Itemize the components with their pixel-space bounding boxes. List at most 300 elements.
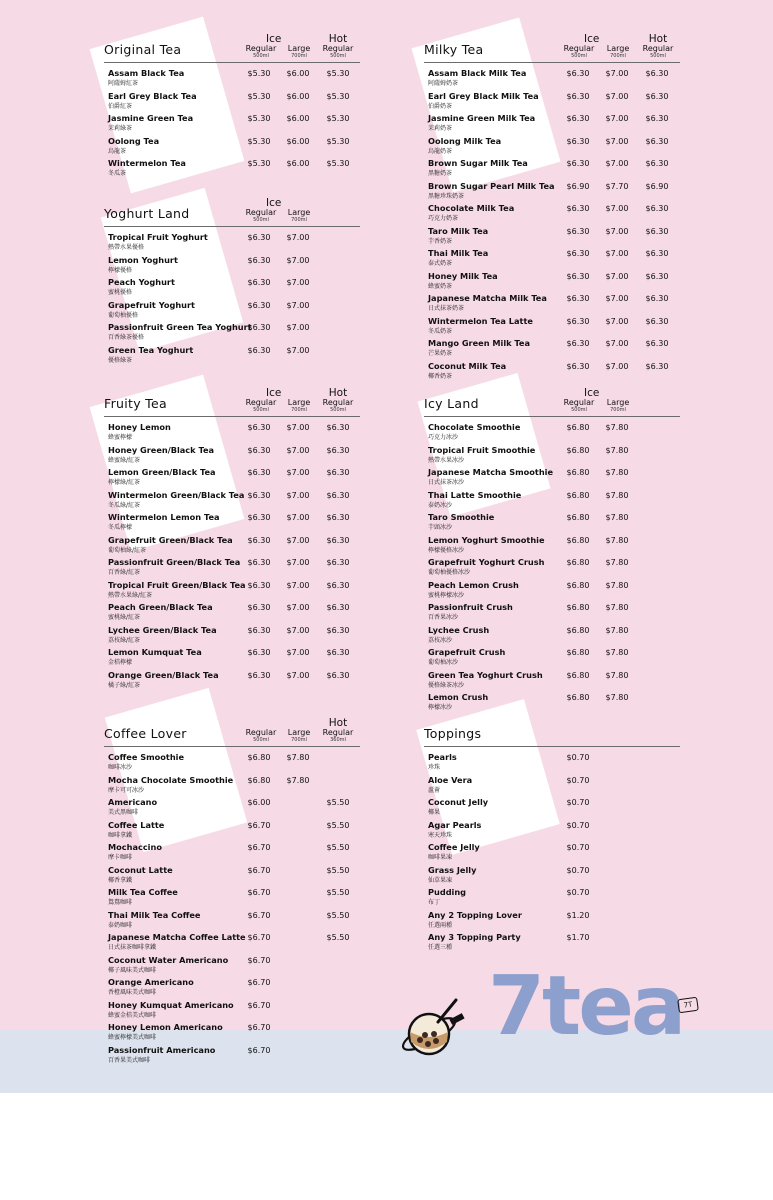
price-large: $7.80 (605, 558, 629, 567)
item-chinese-name: 寒天珍珠 (428, 831, 453, 839)
menu-item-row (104, 466, 360, 489)
item-chinese-name: 百香綠茶優格 (108, 334, 145, 341)
price-large: $7.00 (605, 136, 629, 146)
price-regular: $6.70 (247, 843, 271, 852)
column-header-ice-label: Ice (266, 386, 282, 399)
item-list (424, 421, 680, 714)
menu-item-row (424, 579, 680, 602)
item-chinese-name: 芋香奶茶 (428, 237, 453, 245)
section-yoghurt-land (104, 196, 360, 366)
item-name: Lemon Crush (428, 692, 489, 702)
price-regular: $6.30 (247, 670, 271, 680)
item-name: Passionfruit Americano (108, 1044, 216, 1055)
menu-item-row (424, 157, 680, 180)
column-header-size-label: Large (287, 44, 311, 53)
section-header (424, 716, 680, 747)
price-regular: $6.30 (247, 558, 271, 567)
price-large: $7.00 (286, 625, 310, 635)
price-regular: $6.70 (247, 1045, 271, 1055)
price-hot: $6.30 (326, 423, 350, 432)
column-header-volume: 500ml (253, 407, 269, 413)
menu-item-row (424, 67, 680, 90)
price-regular: $6.80 (566, 558, 590, 567)
item-name: Lychee Crush (428, 624, 490, 635)
menu-item-row (104, 112, 360, 135)
item-name: Thai Milk Tea (428, 248, 489, 258)
price-regular: $5.30 (247, 136, 271, 146)
item-name: Green Tea Yoghurt (108, 344, 194, 355)
column-header-hot-label: Hot (328, 386, 348, 399)
item-chinese-name: 椰子風味美式咖啡 (108, 966, 157, 974)
section-fruity-tea (104, 386, 360, 691)
price-large: $7.00 (286, 513, 310, 522)
price-regular: $6.30 (247, 445, 271, 455)
menu-item-row (424, 796, 680, 819)
price-large: $7.80 (605, 535, 629, 545)
menu-item-row (424, 864, 680, 887)
item-name: Honey Green/Black Tea (108, 444, 215, 455)
item-name: Mocha Chocolate Smoothie (108, 774, 234, 785)
price-hot: $6.90 (645, 181, 669, 191)
item-name: Taro Smoothie (428, 512, 495, 522)
item-chinese-name: 百香綠/紅茶 (108, 569, 141, 576)
item-chinese-name: 檸檬綠/紅茶 (108, 479, 141, 486)
item-chinese-name: 椰香拿鐵 (108, 876, 133, 884)
menu-item-row (104, 511, 360, 534)
price-regular: $6.30 (566, 361, 590, 371)
item-name: Peach Lemon Crush (428, 579, 519, 590)
price-price: $0.70 (566, 798, 590, 807)
item-name: Lemon Kumquat Tea (108, 647, 202, 657)
section-title: Icy Land (424, 396, 479, 411)
column-header-size-label: Regular (245, 208, 277, 217)
menu-item-row (104, 421, 360, 444)
item-chinese-name: 葡萄柚綠/紅茶 (108, 546, 147, 554)
column-header-size-label: Large (287, 728, 311, 737)
menu-item-row (424, 225, 680, 248)
item-chinese-name: 芒果奶茶 (428, 350, 453, 357)
price-price: $0.70 (566, 865, 590, 875)
item-chinese-name: 檸檬優格 (108, 266, 133, 274)
item-name: Milk Tea Coffee (108, 887, 178, 897)
item-chinese-name: 咖啡果凍 (428, 854, 453, 861)
price-regular: $6.80 (566, 625, 590, 635)
price-hot: $5.50 (326, 843, 350, 852)
column-header-large (279, 729, 319, 743)
column-header-size-label: Large (606, 398, 630, 407)
item-name: Orange Green/Black Tea (108, 669, 219, 680)
menu-item-row (424, 819, 680, 842)
item-chinese-name: 茉莉奶茶 (428, 125, 453, 132)
column-header-ice-regular (241, 198, 281, 224)
item-chinese-name: 檸檬優格冰沙 (428, 546, 465, 554)
price-hot: $5.50 (326, 910, 350, 920)
item-name: Pearls (428, 752, 457, 762)
item-chinese-name: 蜜桃綠/紅茶 (108, 614, 141, 621)
menu-item-row (424, 931, 680, 954)
price-regular: $6.30 (247, 423, 271, 432)
price-regular: $6.80 (566, 670, 590, 680)
item-name: Grapefruit Yoghurt Crush (428, 557, 545, 567)
column-header-ice-large (279, 45, 319, 59)
item-name: Coconut Latte (108, 864, 173, 875)
item-name: Assam Black Tea (108, 68, 185, 78)
price-large: $7.00 (286, 345, 310, 355)
price-regular: $6.80 (247, 775, 271, 785)
price-regular: $6.30 (247, 255, 271, 265)
column-header-volume: 700ml (291, 217, 307, 223)
item-name: Passionfruit Green Tea Yoghurt (108, 322, 252, 332)
price-large: $7.80 (605, 648, 629, 657)
item-chinese-name: 泰式奶茶 (428, 260, 453, 267)
price-regular: $6.30 (247, 345, 271, 355)
menu-item-row (104, 886, 360, 909)
section-header (104, 196, 360, 227)
price-regular: $6.70 (247, 820, 271, 830)
item-chinese-name: 珍珠 (428, 764, 441, 771)
price-large: $7.00 (286, 423, 310, 432)
item-chinese-name: 伯爵紅茶 (108, 102, 133, 110)
menu-item-row (424, 886, 680, 909)
section-coffee-lover (104, 716, 360, 1066)
menu-item-row (104, 579, 360, 602)
item-name: Any 3 Topping Party (428, 932, 521, 942)
price-regular: $6.30 (247, 300, 271, 310)
price-hot: $6.30 (645, 226, 669, 236)
price-regular: $6.30 (247, 323, 271, 332)
price-hot: $6.30 (326, 468, 350, 477)
price-large: $7.00 (605, 249, 629, 258)
price-regular: $5.30 (247, 159, 271, 168)
item-chinese-name: 熱帶水果冰沙 (428, 456, 465, 464)
item-chinese-name: 冬瓜檸檬 (108, 524, 133, 531)
item-name: Pudding (428, 887, 467, 897)
menu-item-row (424, 444, 680, 467)
price-hot: $6.30 (326, 535, 350, 545)
menu-item-row (104, 344, 360, 367)
column-header-size-label: Regular (563, 44, 595, 53)
price-regular: $6.80 (566, 468, 590, 477)
item-chinese-name: 芋頭冰沙 (428, 524, 453, 531)
column-header-ice-large (598, 399, 638, 413)
price-price: $0.70 (566, 775, 590, 785)
column-header-volume: 500ml (571, 407, 587, 413)
column-header-ice-label: Ice (266, 32, 282, 45)
item-chinese-name: 黑糖奶茶 (428, 170, 453, 177)
item-chinese-name: 葡萄柚冰沙 (428, 659, 459, 666)
menu-item-row (424, 135, 680, 158)
item-name: Taro Milk Tea (428, 225, 489, 236)
section-toppings (424, 716, 680, 954)
item-name: Wintermelon Tea Latte (428, 315, 533, 326)
item-name: Brown Sugar Pearl Milk Tea (428, 180, 555, 191)
menu-item-row (104, 534, 360, 557)
item-chinese-name: 蜜桃檸檬冰沙 (428, 591, 465, 599)
price-large: $7.00 (286, 255, 310, 265)
column-header-volume: 500ml (253, 737, 269, 743)
item-chinese-name: 阿薩姆奶茶 (428, 80, 459, 87)
item-list (424, 67, 680, 382)
menu-item-row (104, 1021, 360, 1044)
item-chinese-name: 摩卡咖啡 (108, 854, 133, 861)
column-header-volume: 700ml (610, 53, 626, 59)
item-chinese-name: 仙草果凍 (428, 876, 453, 884)
price-large: $7.00 (605, 69, 629, 78)
item-chinese-name: 百香果冰沙 (428, 614, 459, 621)
logo-wordmark: 7tea (488, 959, 684, 1054)
menu-item-row (104, 864, 360, 887)
item-chinese-name: 冬瓜奶茶 (428, 327, 453, 335)
brand-logo (396, 959, 696, 1072)
menu-item-row (104, 999, 360, 1022)
price-regular: $6.00 (247, 798, 271, 807)
column-header-size-label: Regular (322, 398, 354, 407)
item-chinese-name: 荔枝綠/紅茶 (108, 636, 141, 644)
item-chinese-name: 蜂蜜綠/紅茶 (108, 456, 141, 464)
price-regular: $6.80 (247, 753, 271, 762)
price-hot: $5.30 (326, 136, 350, 146)
price-large: $7.00 (605, 226, 629, 236)
price-regular: $6.80 (566, 535, 590, 545)
section-header (104, 716, 360, 747)
price-large: $7.80 (605, 513, 629, 522)
price-regular: $6.70 (247, 933, 271, 942)
menu-item-row (104, 90, 360, 113)
column-header-hot-regular (318, 718, 358, 744)
price-large: $7.80 (605, 468, 629, 477)
price-regular: $6.30 (247, 490, 271, 500)
price-large: $7.00 (605, 91, 629, 101)
price-regular: $6.80 (566, 648, 590, 657)
item-name: Mango Green Milk Tea (428, 338, 531, 348)
item-list (104, 231, 360, 366)
column-header-size-label: Large (606, 44, 630, 53)
price-regular: $6.80 (566, 513, 590, 522)
price-regular: $6.80 (566, 693, 590, 702)
menu-item-row (104, 646, 360, 669)
item-chinese-name: 荔枝冰沙 (428, 636, 453, 644)
item-name: Coconut Jelly (428, 797, 489, 807)
item-chinese-name: 熱帶水果綠/紅茶 (108, 591, 153, 599)
price-large: $7.00 (605, 159, 629, 168)
item-name: Honey Kumquat Americano (108, 999, 234, 1010)
menu-item-row (104, 444, 360, 467)
item-chinese-name: 百香果美式咖啡 (108, 1056, 151, 1064)
column-header-ice-regular (559, 388, 599, 414)
price-hot: $6.30 (326, 648, 350, 657)
item-chinese-name: 蜂蜜金桔美式咖啡 (108, 1011, 157, 1019)
column-header-size-label: Regular (245, 398, 277, 407)
menu-item-row (104, 819, 360, 842)
item-chinese-name: 黑糖珍珠奶茶 (428, 192, 465, 200)
item-chinese-name: 巧克力冰沙 (428, 434, 459, 441)
price-hot: $6.30 (645, 69, 669, 78)
column-header-ice-label: Ice (266, 196, 282, 209)
item-chinese-name: 蜂蜜檸檬美式咖啡 (108, 1034, 157, 1041)
menu-item-row (424, 315, 680, 338)
price-regular: $6.30 (566, 69, 590, 78)
column-header-regular (241, 729, 281, 743)
menu-item-row (424, 466, 680, 489)
item-name: Any 2 Topping Lover (428, 909, 522, 920)
price-regular: $6.70 (247, 978, 271, 987)
menu-item-row (104, 299, 360, 322)
menu-item-row (424, 360, 680, 383)
column-header-hot-label: Hot (328, 716, 348, 729)
menu-item-row (424, 534, 680, 557)
price-hot: $6.30 (645, 339, 669, 348)
item-chinese-name: 摩卡可可冰沙 (108, 786, 145, 794)
price-regular: $6.70 (247, 1023, 271, 1032)
menu-item-row (424, 774, 680, 797)
item-chinese-name: 葡萄柚優格冰沙 (428, 569, 471, 576)
price-hot: $6.30 (326, 490, 350, 500)
column-header-hot-label: Hot (648, 32, 668, 45)
menu-item-row (104, 624, 360, 647)
item-name: Tropical Fruit Green/Black Tea (108, 579, 246, 590)
price-regular: $6.80 (566, 603, 590, 612)
price-regular: $6.30 (247, 625, 271, 635)
column-header-volume: 500ml (253, 217, 269, 223)
section-title: Toppings (424, 726, 482, 741)
price-regular: $6.70 (247, 910, 271, 920)
item-chinese-name: 泰奶冰沙 (428, 501, 453, 509)
column-header-size-label: Regular (642, 44, 674, 53)
price-large: $7.00 (605, 114, 629, 123)
item-name: Coconut Milk Tea (428, 360, 507, 371)
section-original-tea (104, 32, 360, 180)
column-header-hot-label: Hot (328, 32, 348, 45)
price-price: $0.70 (566, 843, 590, 852)
item-name: Japanese Matcha Smoothie (428, 467, 554, 477)
item-chinese-name: 冬瓜茶 (108, 170, 127, 177)
price-regular: $6.30 (566, 91, 590, 101)
item-list (104, 751, 360, 1066)
price-large: $7.00 (286, 648, 310, 657)
menu-item-row (104, 954, 360, 977)
section-header (104, 386, 360, 417)
price-hot: $5.50 (326, 820, 350, 830)
item-chinese-name: 蜂蜜奶茶 (428, 282, 453, 290)
price-large: $7.00 (286, 233, 310, 242)
item-name: Lemon Yoghurt Smoothie (428, 534, 545, 545)
menu-item-row (104, 276, 360, 299)
item-name: Jasmine Green Tea (108, 113, 194, 123)
column-header-hot-regular (318, 388, 358, 414)
item-name: Tropical Fruit Smoothie (428, 444, 536, 455)
price-large: $7.80 (605, 490, 629, 500)
item-chinese-name: 日式抹茶咖啡拿鐵 (108, 944, 157, 951)
item-chinese-name: 香橙風味美式咖啡 (108, 989, 157, 996)
column-header-ice-regular (559, 34, 599, 60)
price-regular: $6.30 (247, 278, 271, 287)
price-large: $7.00 (605, 294, 629, 303)
item-chinese-name: 美式黑咖啡 (108, 809, 139, 816)
price-regular: $6.30 (566, 226, 590, 236)
price-hot: $6.30 (645, 159, 669, 168)
price-hot: $6.30 (326, 670, 350, 680)
item-name: Thai Milk Tea Coffee (108, 909, 201, 920)
item-chinese-name: 蘆薈 (428, 786, 441, 794)
price-large: $7.80 (605, 580, 629, 590)
column-header-hot-regular (638, 34, 678, 60)
price-regular: $6.30 (247, 580, 271, 590)
item-name: Aloe Vera (428, 774, 473, 785)
price-hot: $6.30 (326, 445, 350, 455)
menu-item-row (424, 247, 680, 270)
section-header (424, 32, 680, 63)
price-regular: $6.80 (566, 490, 590, 500)
menu-item-row (104, 931, 360, 954)
price-price: $1.70 (566, 933, 590, 942)
price-regular: $6.30 (247, 513, 271, 522)
price-hot: $5.50 (326, 865, 350, 875)
price-large: $7.80 (605, 693, 629, 702)
column-header-size-label: Regular (245, 44, 277, 53)
column-header-volume: 700ml (291, 737, 307, 743)
column-header-size-label: Regular (322, 44, 354, 53)
price-hot: $5.50 (326, 933, 350, 942)
price-large: $7.00 (286, 670, 310, 680)
price-hot: $6.30 (645, 294, 669, 303)
item-chinese-name: 熱帶水果優格 (108, 244, 145, 251)
item-name: Green Tea Yoghurt Crush (428, 669, 543, 680)
item-name: Grapefruit Green/Black Tea (108, 534, 233, 545)
item-name: Americano (108, 797, 158, 807)
item-chinese-name: 阿薩姆紅茶 (108, 80, 139, 87)
price-regular: $6.30 (247, 603, 271, 612)
logo-badge: 7T (677, 997, 699, 1014)
item-name: Grapefruit Crush (428, 647, 506, 657)
price-regular: $5.30 (247, 69, 271, 78)
section-title: Fruity Tea (104, 396, 167, 411)
menu-item-row (424, 489, 680, 512)
price-large: $7.00 (286, 580, 310, 590)
price-regular: $6.80 (566, 445, 590, 455)
item-chinese-name: 伯爵奶茶 (428, 102, 453, 110)
price-large: $6.00 (286, 114, 310, 123)
price-large: $7.80 (605, 445, 629, 455)
item-name: Orange Americano (108, 977, 194, 987)
column-header-volume: 700ml (610, 407, 626, 413)
price-hot: $6.30 (326, 513, 350, 522)
menu-item-row (424, 337, 680, 360)
item-list (104, 67, 360, 180)
menu-item-row (424, 270, 680, 293)
price-regular: $6.30 (566, 159, 590, 168)
menu-item-row (424, 202, 680, 225)
item-name: Chocolate Smoothie (428, 422, 521, 432)
price-large: $6.00 (286, 136, 310, 146)
item-name: Coconut Water Americano (108, 954, 229, 965)
menu-item-row (104, 321, 360, 344)
section-title: Original Tea (104, 42, 182, 57)
item-name: Grapefruit Yoghurt (108, 299, 195, 310)
price-hot: $6.30 (645, 271, 669, 281)
price-large: $7.00 (605, 271, 629, 281)
price-large: $7.00 (286, 300, 310, 310)
column-header-size-label: Large (287, 398, 311, 407)
price-large: $7.00 (605, 204, 629, 213)
item-chinese-name: 金桔檸檬 (108, 659, 133, 666)
menu-item-row (104, 135, 360, 158)
item-name: Passionfruit Green/Black Tea (108, 557, 241, 567)
column-header-ice-large (279, 399, 319, 413)
column-header-size-label: Regular (322, 728, 354, 737)
price-large: $7.80 (605, 625, 629, 635)
column-header-volume: 500ml (253, 53, 269, 59)
menu-item-row (424, 112, 680, 135)
